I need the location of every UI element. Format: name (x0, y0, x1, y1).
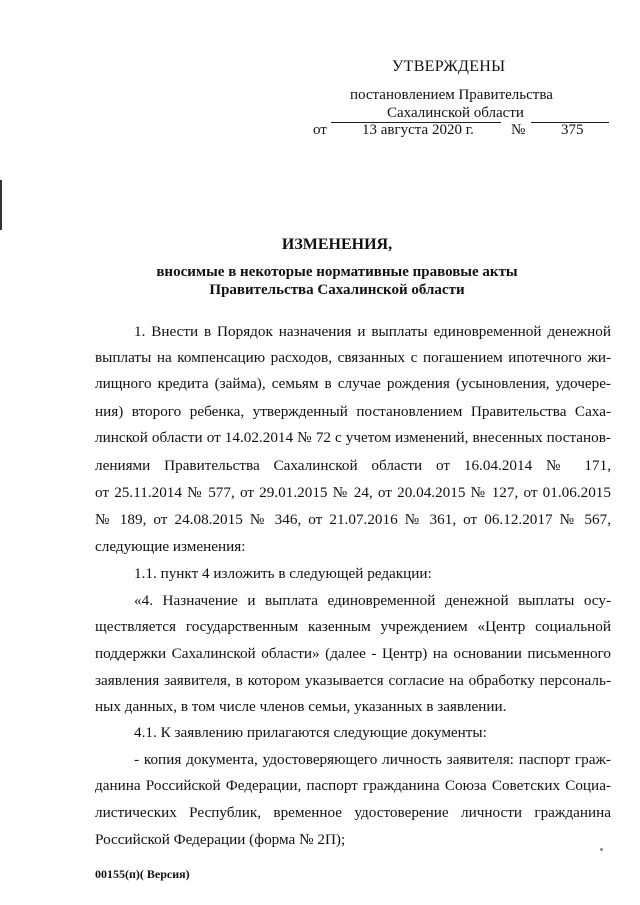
body-line: поддержки Сахалинской области» (далее - Центр) на основании письменного (95, 645, 611, 662)
body-line: линской области от 14.02.2014 № 72 с учетом изменений, внесенных постанов- (95, 429, 611, 446)
body-line: листических Республик, временное удостоверение личности гражданина (95, 804, 611, 821)
body-line: 4.1. К заявлению прилагаются следующие документы: (134, 724, 487, 741)
decree-number: 375 (561, 122, 584, 138)
body-line: - копия документа, удостоверяющего личность заявителя: паспорт граж- (134, 751, 611, 768)
document-subtitle-1: вносимые в некоторые нормативные правовые акты (156, 264, 518, 280)
body-line: от 25.11.2014 № 577, от 29.01.2015 № 24, от 20.04.2015 № 127, от 01.06.2015 (95, 484, 611, 501)
decree-date: 13 августа 2020 г. (362, 122, 474, 138)
body-line: ных данных, в том числе членов семьи, указанных в заявлении. (95, 698, 507, 715)
body-line: данина Российской Федерации, паспорт гражданина Союза Советских Социа- (95, 777, 611, 794)
footer-version: 00155(п)( Версия) (95, 867, 190, 881)
approved-by-line: постановлением Правительства (350, 87, 553, 103)
approved-date-line (313, 122, 613, 142)
body-line: следующие изменения: (95, 538, 246, 555)
from-label: от (313, 122, 327, 138)
document-subtitle-2: Правительства Сахалинской области (209, 282, 465, 298)
number-label: № (511, 122, 526, 138)
approved-heading: УТВЕРЖДЕНЫ (392, 58, 506, 75)
body-line: ния) второго ребенка, утвержденный постановлением Правительства Саха- (95, 403, 611, 420)
document-title: ИЗМЕНЕНИЯ, (281, 236, 393, 253)
body-line: ществляется государственным казенным учреждением «Центр социальной (95, 618, 611, 635)
approved-region-line: Сахалинской области (387, 105, 524, 121)
body-line: «4. Назначение и выплата единовременной денежной выплаты осу- (134, 592, 611, 609)
body-line: заявления заявителя, в котором указывается согласие на обработку персональ- (95, 672, 611, 689)
body-line: лениями Правительства Сахалинской области от 16.04.2014 № 171, (95, 457, 611, 474)
body-line: 1.1. пункт 4 изложить в следующей редакции: (134, 565, 432, 582)
body-line: выплаты на компенсацию расходов, связанных с погашением ипотечного жи- (95, 349, 611, 366)
scan-speck (600, 848, 603, 851)
body-line: лищного кредита (займа), семьям в случае рождения (усыновления, удочере- (95, 375, 611, 392)
body-line: № 189, от 24.08.2015 № 346, от 21.07.2016 № 361, от 06.12.2017 № 567, (95, 511, 611, 528)
margin-mark (0, 180, 2, 230)
body-line: 1. Внести в Порядок назначения и выплаты единовременной денежной (134, 323, 611, 340)
body-line: Российской Федерации (форма № 2П); (95, 831, 346, 848)
